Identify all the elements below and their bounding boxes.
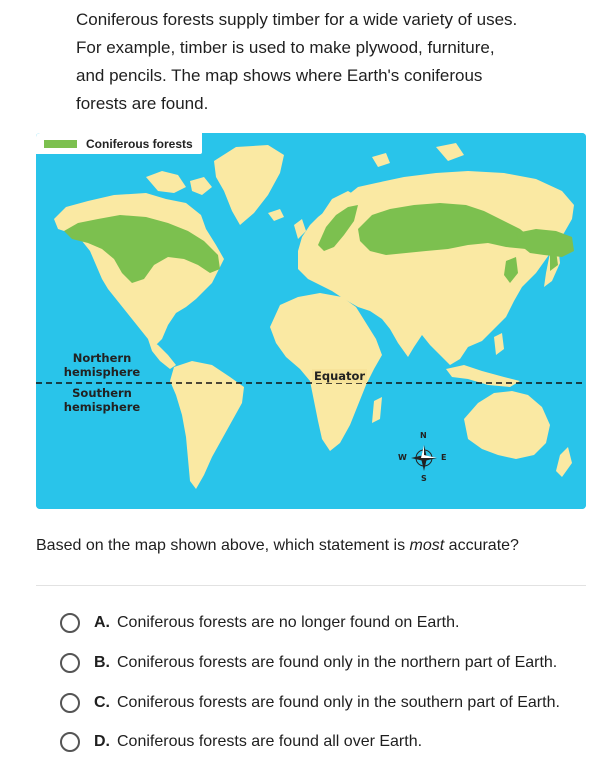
answer-choice-c[interactable]: [60, 693, 560, 713]
legend-swatch: [44, 140, 77, 148]
choice-text: Coniferous forests are found only in the northern part of Earth.: [117, 654, 558, 671]
choice-text: Coniferous forests are no longer found on Earth.: [117, 614, 460, 631]
passage-line: and pencils. The map shows where Earth's coniferous: [76, 66, 483, 85]
passage-line: forests are found.: [76, 94, 209, 113]
compass-east-letter: E: [441, 453, 447, 462]
southern-label-line: Southern: [72, 386, 132, 400]
choice-text: Coniferous forests are found all over Earth.: [117, 733, 423, 750]
choice-letter: A.: [94, 614, 110, 631]
northern-label-line: hemisphere: [63, 365, 141, 379]
choice-letter: B.: [94, 654, 110, 671]
radio-button[interactable]: [60, 732, 80, 752]
passage-text: [76, 6, 576, 118]
northern-hemisphere-label: [57, 351, 147, 379]
choice-letter: C.: [94, 694, 110, 711]
passage-line: Coniferous forests supply timber for a wide variety of uses.: [76, 10, 518, 29]
answer-choice-a[interactable]: [60, 613, 459, 633]
question-prompt: [36, 537, 519, 555]
equator-label: Equator: [314, 369, 366, 383]
answer-choice-d[interactable]: [60, 732, 422, 752]
compass-south-letter: S: [421, 474, 427, 483]
divider: [36, 585, 586, 586]
compass-north-letter: N: [420, 431, 427, 440]
southern-label-line: hemisphere: [63, 400, 141, 414]
choice-text: Coniferous forests are found only in the southern part of Earth.: [117, 694, 560, 711]
compass-west-letter: W: [398, 453, 407, 462]
choice-letter: D.: [94, 733, 110, 750]
question-text-before: Based on the map shown above, which statement is: [36, 537, 410, 554]
radio-button[interactable]: [60, 693, 80, 713]
southern-hemisphere-label: [57, 386, 147, 414]
answer-choice-b[interactable]: [60, 653, 557, 673]
map-legend: [36, 133, 202, 154]
northern-label-line: Northern: [72, 351, 132, 365]
question-text-after: accurate?: [444, 537, 519, 554]
question-emphasis: most: [409, 537, 445, 554]
map-graphic: [36, 133, 586, 509]
radio-button[interactable]: [60, 653, 80, 673]
radio-button[interactable]: [60, 613, 80, 633]
legend-label: Coniferous forests: [86, 136, 193, 151]
passage-line: For example, timber is used to make plywood, furniture,: [76, 38, 495, 57]
world-map: [36, 133, 586, 509]
